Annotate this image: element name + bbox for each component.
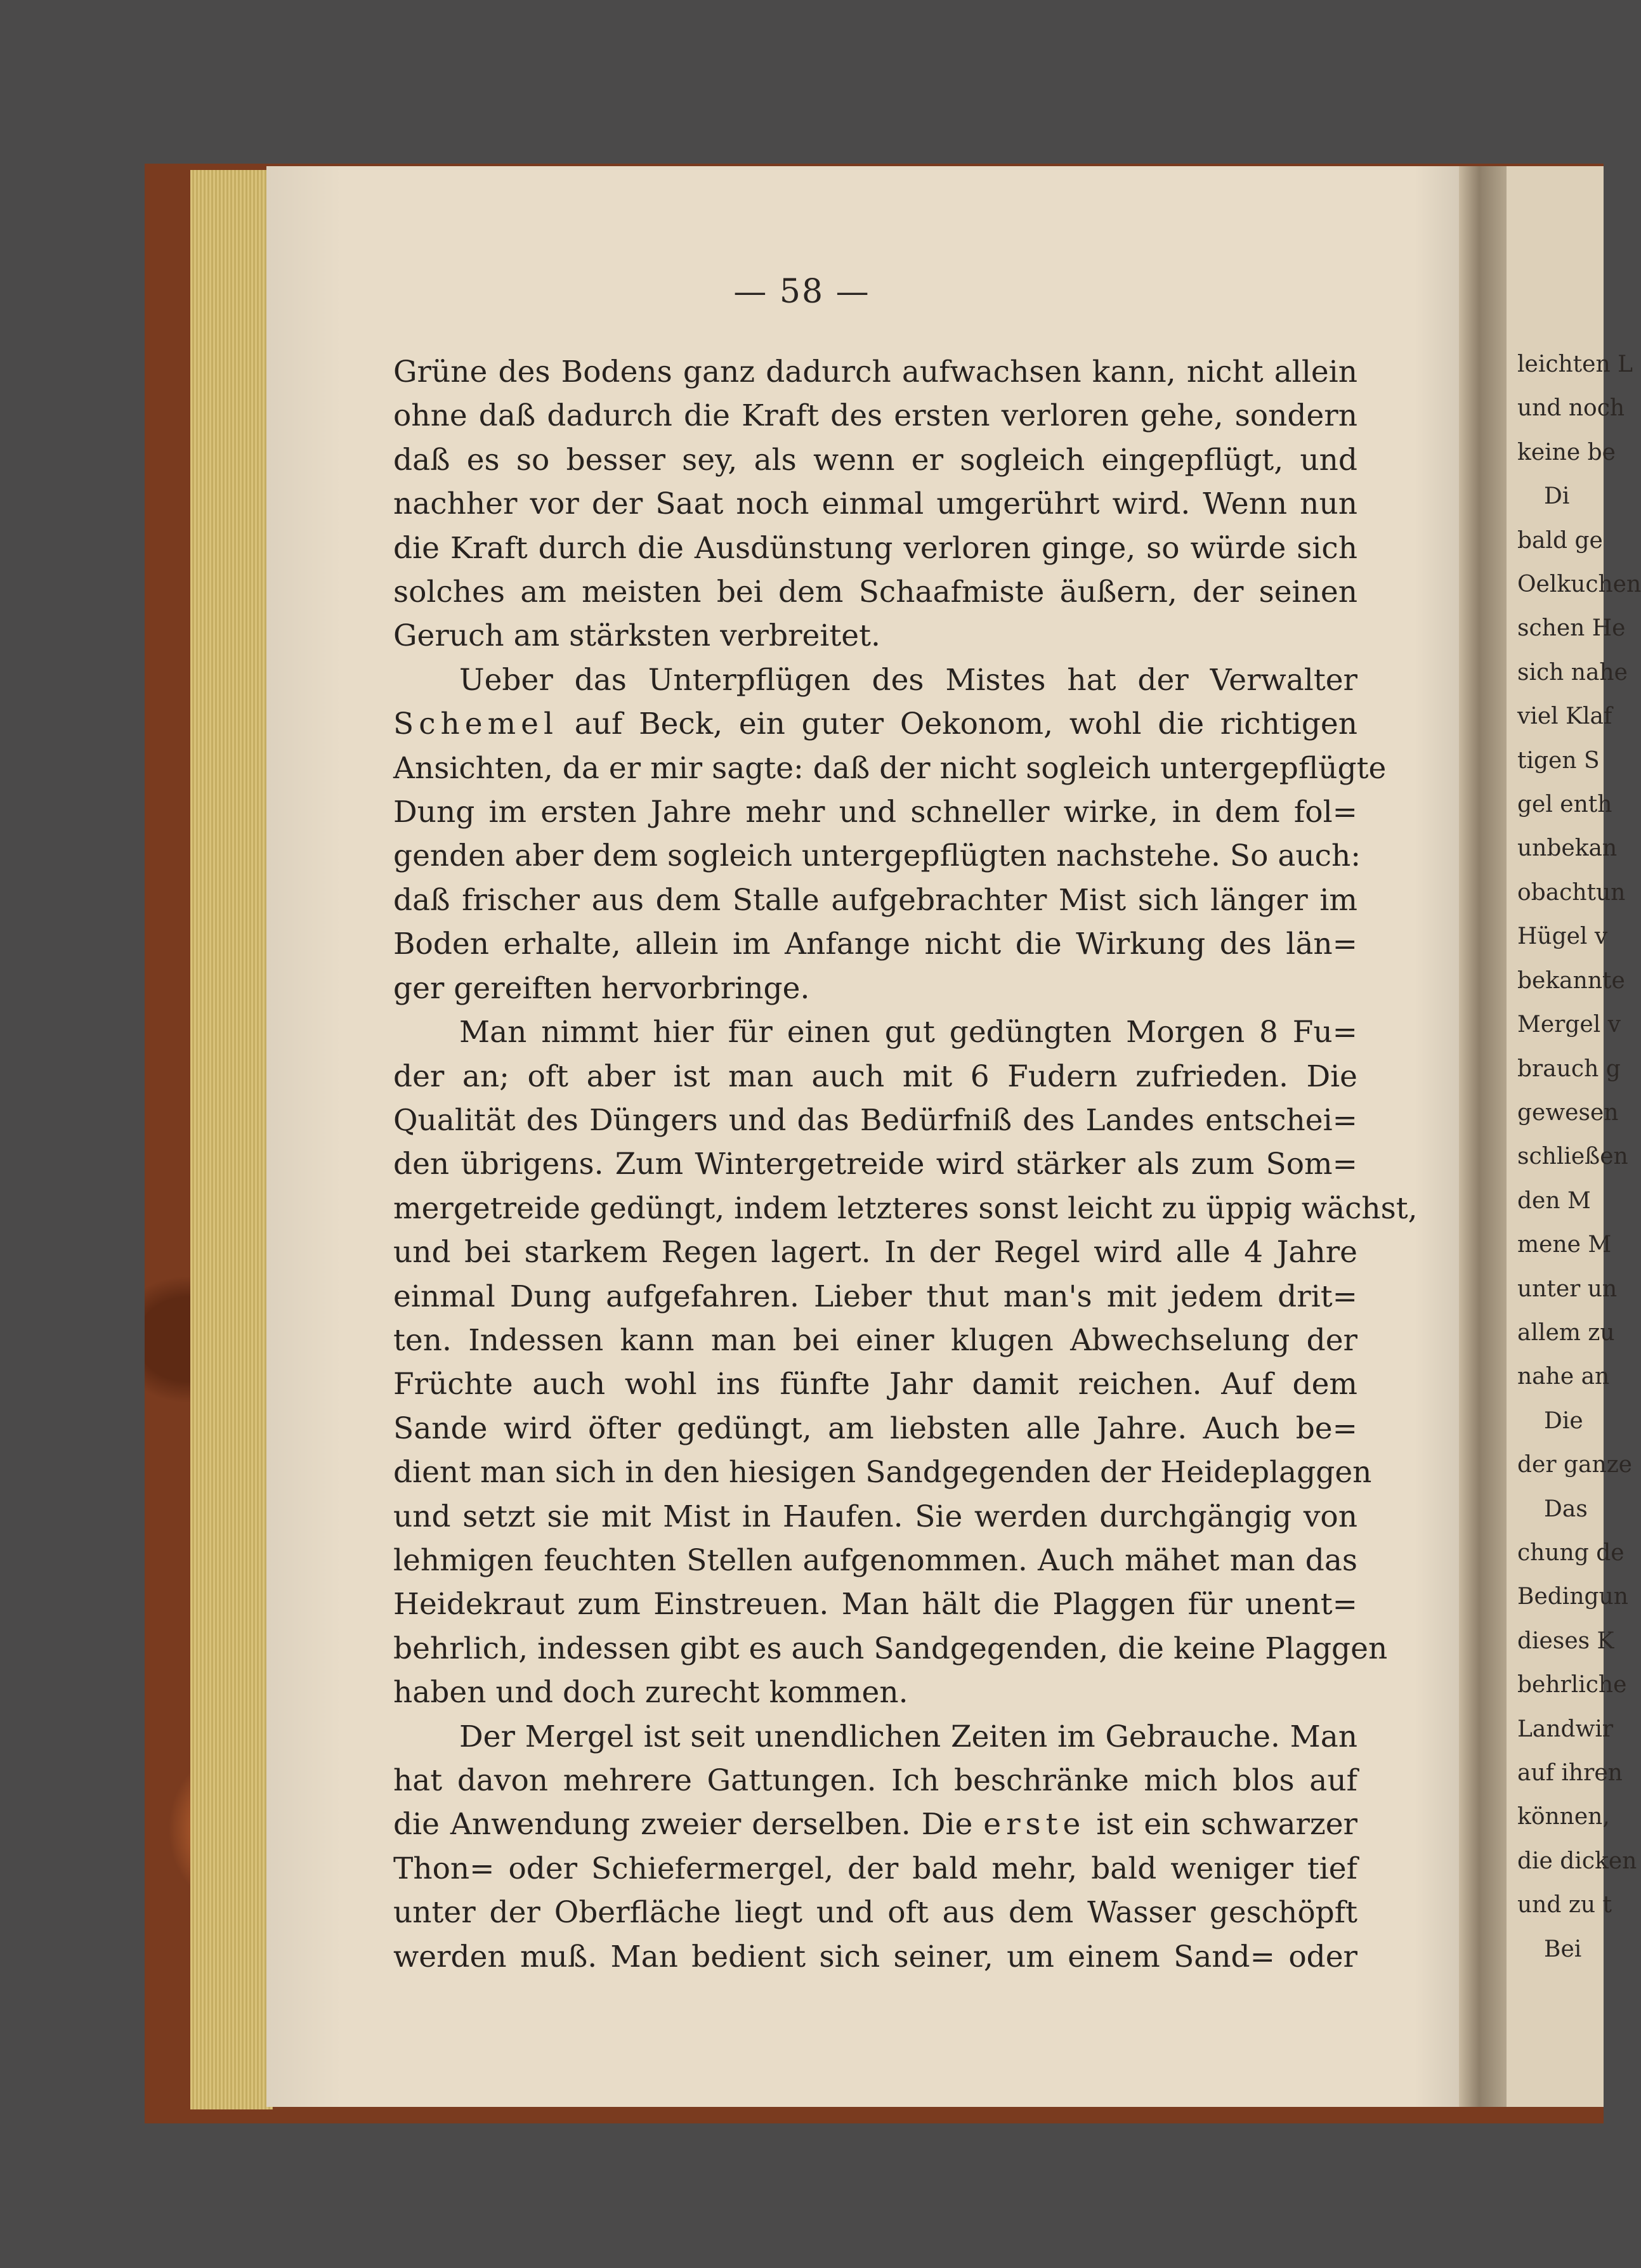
- text-line: nachher vor der Saat noch einmal umgerührt wird. Wenn nun: [393, 486, 1357, 522]
- text-line: dient man sich in den hiesigen Sandgegenden der Heideplaggen: [393, 1455, 1372, 1490]
- text-line: haben und doch zurecht kommen.: [393, 1675, 908, 1711]
- text-line: Heidekraut zum Einstreuen. Man hält die Plaggen für unent=: [393, 1587, 1357, 1622]
- text-line: ten. Indessen kann man bei einer klugen Abwechselung der: [393, 1322, 1357, 1358]
- side-line: keine be: [1517, 439, 1616, 466]
- next-page-text-fragment: [1517, 342, 1641, 1971]
- spaced-word: erste: [983, 1807, 1086, 1842]
- book-gutter: [1459, 166, 1510, 2107]
- side-line: schließen: [1517, 1144, 1628, 1170]
- text-line: Boden erhalte, allein im Anfange nicht die Wirkung des län=: [393, 927, 1357, 962]
- side-line: Bei: [1544, 1936, 1582, 1962]
- text-line: hat davon mehrere Gattungen. Ich beschränke mich blos auf: [393, 1763, 1357, 1798]
- text-line: daß frischer aus dem Stalle aufgebrachter Mist sich länger im: [393, 882, 1357, 918]
- text-line: Sande wird öfter gedüngt, am liebsten alle Jahre. Auch be=: [393, 1411, 1357, 1446]
- side-line: Bedingun: [1517, 1584, 1628, 1610]
- side-line: Landwir: [1517, 1716, 1614, 1742]
- text-line: [393, 702, 1357, 746]
- text-line: unter der Oberfläche liegt und oft aus dem Wasser geschöpft: [393, 1895, 1357, 1931]
- side-line: Die: [1544, 1407, 1583, 1434]
- text-line: Thon= oder Schiefermergel, der bald mehr, bald weniger tief: [393, 1851, 1357, 1886]
- text-line: Dung im ersten Jahre mehr und schneller wirke, in dem fol=: [393, 795, 1357, 830]
- text-line: ger gereiften hervorbringe.: [393, 970, 810, 1006]
- side-line: brauch g: [1517, 1055, 1621, 1082]
- page-edges: [190, 170, 273, 2109]
- side-line: auf ihren: [1517, 1760, 1623, 1786]
- text-line: lehmigen feuchten Stellen aufgenommen. Auch mähet man das: [393, 1542, 1357, 1578]
- side-line: unter un: [1517, 1275, 1618, 1302]
- text-line: [393, 658, 1357, 702]
- text-line: ohne daß dadurch die Kraft des ersten verloren gehe, sondern: [393, 398, 1357, 434]
- side-line: schen He: [1517, 615, 1626, 642]
- text-line: die Kraft durch die Ausdünstung verloren ginge, so würde sich: [393, 530, 1357, 566]
- side-line: gewesen: [1517, 1099, 1619, 1126]
- text-line: den übrigens. Zum Wintergetreide wird stärker als zum Som=: [393, 1147, 1357, 1182]
- text-line: und setzt sie mit Mist in Haufen. Sie werden durchgängig von: [393, 1499, 1357, 1534]
- side-line: bekannte: [1517, 967, 1625, 994]
- text-line: einmal Dung aufgefahren. Lieber thut man's mit jedem drit=: [393, 1279, 1357, 1314]
- side-line: Hügel v: [1517, 923, 1608, 950]
- side-line: unbekan: [1517, 835, 1618, 862]
- side-line: mene M: [1517, 1232, 1612, 1258]
- text-line: Ansichten, da er mir sagte: daß der nicht sogleich untergepflügte: [393, 750, 1387, 786]
- side-line: sich nahe: [1517, 659, 1628, 686]
- side-line: gel enth: [1517, 792, 1612, 818]
- side-line: allem zu: [1517, 1319, 1615, 1346]
- side-line: bald ge: [1517, 527, 1603, 554]
- text-line: Man nimmt hier für einen gut gedüngten Morgen 8 Fu=: [459, 1015, 1357, 1050]
- side-line: und zu t: [1517, 1892, 1612, 1919]
- side-line: Das: [1544, 1496, 1588, 1522]
- side-line: Mergel v: [1517, 1012, 1621, 1038]
- text-line: Der Mergel ist seit unendlichen Zeiten im Gebrauche. Man: [459, 1719, 1357, 1754]
- spaced-name: Schemel: [393, 707, 559, 742]
- text-line: daß es so besser sey, als wenn er sogleich eingepflügt, und: [393, 442, 1357, 478]
- side-line: obachtun: [1517, 879, 1626, 906]
- text-line: solches am meisten bei dem Schaafmiste äußern, der seinen: [393, 575, 1357, 610]
- side-line: die dicken: [1517, 1848, 1637, 1874]
- text-line: werden muß. Man bedient sich seiner, um einem Sand= oder: [393, 1939, 1357, 1974]
- text-line: mergetreide gedüngt, indem letzteres sonst leicht zu üppig wächst,: [393, 1190, 1418, 1226]
- page-body-text: [393, 350, 1418, 1979]
- text-run: ist ein schwarzer: [1085, 1807, 1357, 1842]
- side-line: behrliche: [1517, 1672, 1627, 1698]
- side-line: viel Klaf: [1517, 703, 1612, 730]
- text-line: Geruch am stärksten verbreitet.: [393, 618, 880, 654]
- text-line: und bei starkem Regen lagert. In der Regel wird alle 4 Jahre: [393, 1235, 1357, 1270]
- text-run: die Anwendung zweier derselben. Die: [393, 1807, 984, 1842]
- side-line: Oelkuchen: [1517, 571, 1641, 598]
- side-line: dieses K: [1517, 1627, 1614, 1654]
- side-line: können,: [1517, 1804, 1610, 1830]
- text-run: Ueber das Unterpflügen des Mistes hat der Verwalter: [459, 662, 1357, 698]
- side-line: Di: [1544, 483, 1570, 510]
- side-line: leichten L: [1517, 351, 1633, 377]
- text-line: behrlich, indessen gibt es auch Sandgegenden, die keine Plaggen: [393, 1631, 1388, 1666]
- text-line: Grüne des Bodens ganz dadurch aufwachsen kann, nicht allein: [393, 355, 1357, 389]
- text-line: Früchte auch wohl ins fünfte Jahr damit reichen. Auf dem: [393, 1367, 1357, 1402]
- text-line: genden aber dem sogleich untergepflügten nachstehe. So auch:: [393, 838, 1361, 874]
- text-line: [393, 1802, 1357, 1846]
- side-line: und noch: [1517, 395, 1625, 422]
- side-line: chung de: [1517, 1539, 1625, 1566]
- page-number: — 58 —: [733, 273, 870, 311]
- side-line: der ganze: [1517, 1452, 1632, 1478]
- text-line: der an; oft aber ist man auch mit 6 Fudern zufrieden. Die: [393, 1059, 1357, 1094]
- text-line: Qualität des Düngers und das Bedürfniß des Landes entschei=: [393, 1102, 1357, 1138]
- text-run: auf Beck, ein guter Oekonom, wohl die richtigen: [558, 707, 1357, 742]
- side-line: nahe an: [1517, 1364, 1610, 1390]
- side-line: den M: [1517, 1187, 1591, 1214]
- side-line: tigen S: [1517, 747, 1600, 774]
